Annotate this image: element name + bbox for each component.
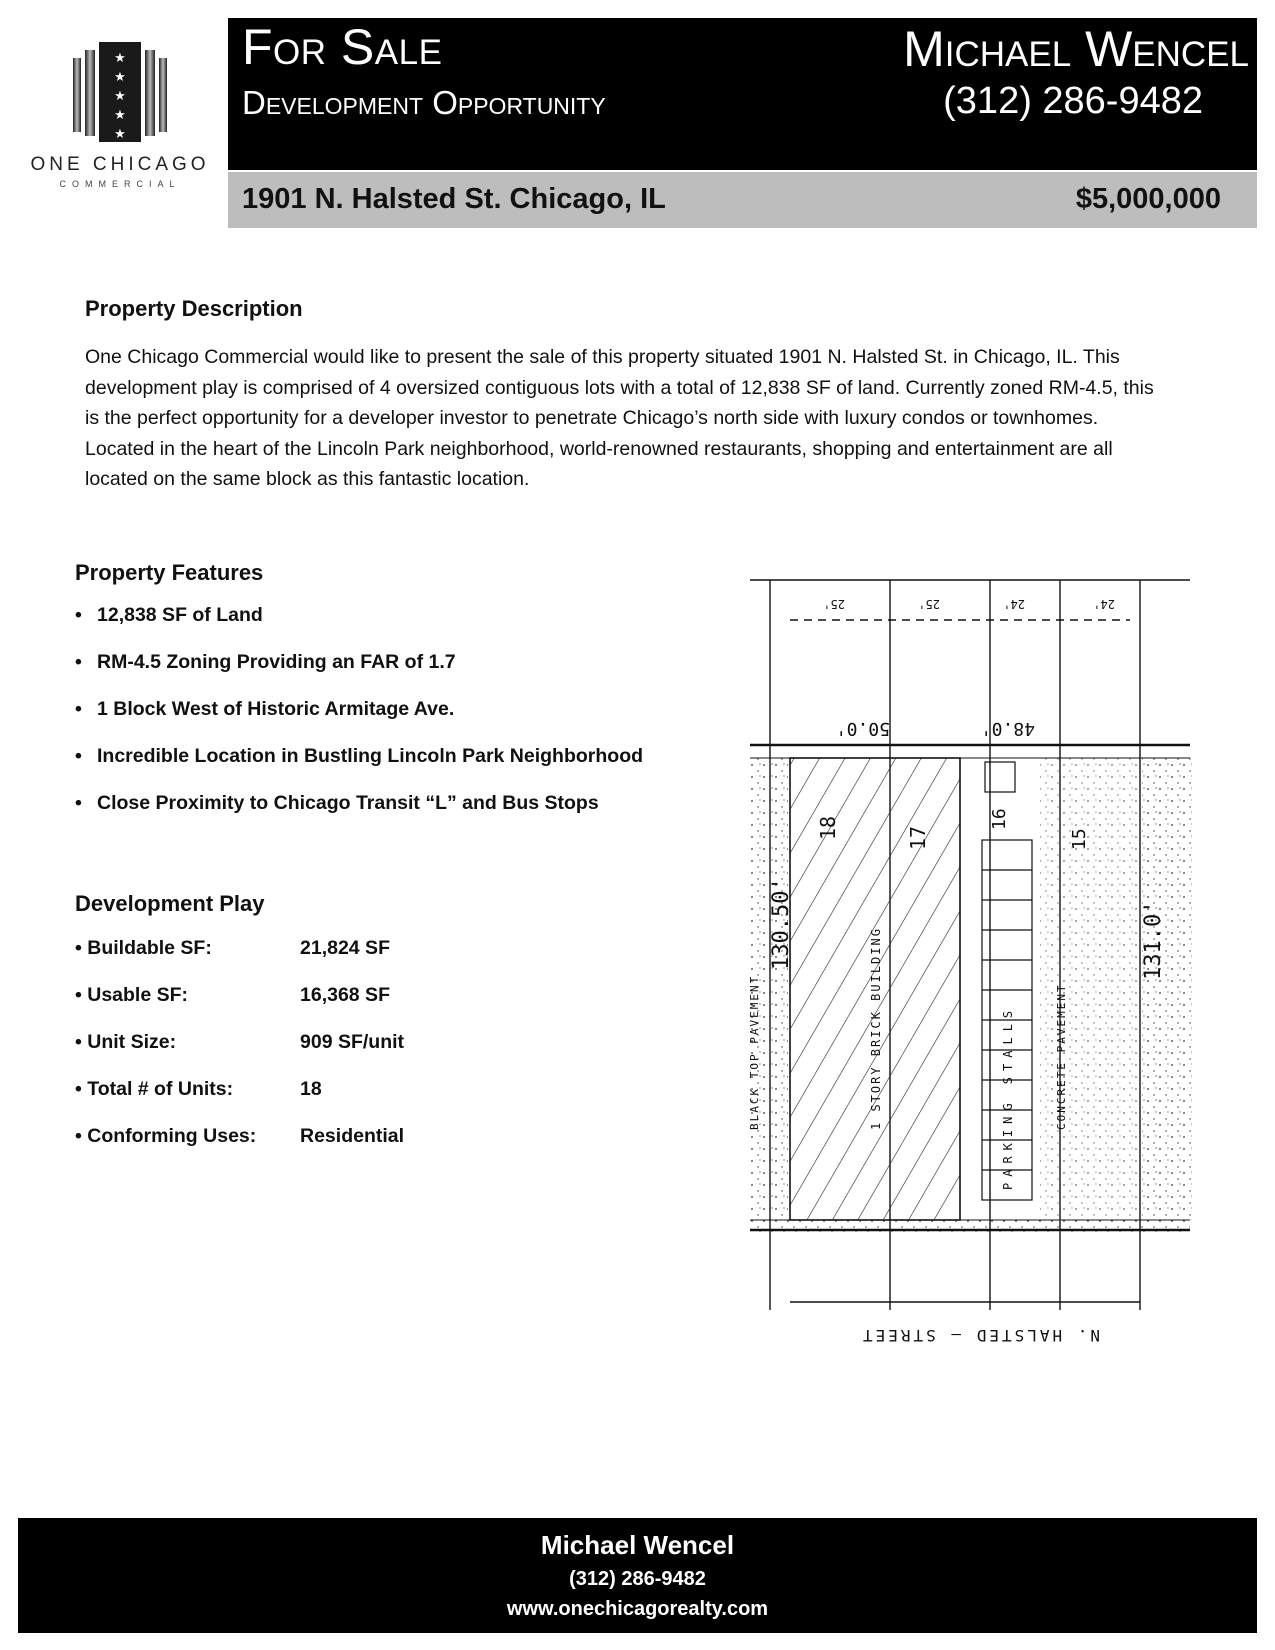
feature-text: Incredible Location in Bustling Lincoln Park Neighborhood <box>97 745 644 767</box>
feature-item <box>75 745 643 792</box>
skyline-logo-icon <box>65 36 175 146</box>
footer-agent-name: Michael Wencel <box>540 1530 735 1560</box>
listing-price: $5,000,000 <box>1075 183 1221 215</box>
street-label: N. HALSTED — STREET <box>859 1326 1101 1345</box>
footer-banner <box>18 1518 1257 1633</box>
development-heading: Development Play <box>75 891 265 916</box>
logo-subtitle: COMMERCIAL <box>59 179 181 189</box>
row-label: • Conforming Uses: <box>75 1125 257 1147</box>
dimension-label: 24' <box>1003 597 1025 611</box>
svg-text:★: ★ <box>114 127 126 142</box>
footer-website-link[interactable]: www.onechicagorealty.com <box>506 1598 769 1620</box>
svg-text:★: ★ <box>114 89 126 104</box>
dimension-label: 50.0' <box>835 718 890 739</box>
blacktop-label: BLACK TOP PAVEMENT <box>748 974 761 1130</box>
features-heading: Property Features <box>75 560 264 585</box>
feature-text: 1 Block West of Historic Armitage Ave. <box>97 698 455 720</box>
property-address: 1901 N. Halsted St. Chicago, IL <box>242 183 666 215</box>
description-heading: Property Description <box>85 296 303 321</box>
lot-label: 15 <box>1069 828 1090 850</box>
lot-label: 17 <box>906 825 930 850</box>
listing-subtitle: Development Opportunity <box>242 84 606 121</box>
row-label: • Total # of Units: <box>75 1078 234 1100</box>
bullet-icon: • <box>75 745 82 767</box>
development-row <box>75 984 475 1031</box>
dimension-label: 131.0' <box>1141 900 1166 980</box>
row-value: 18 <box>300 1078 322 1100</box>
row-value: 16,368 SF <box>300 984 390 1006</box>
svg-text:★: ★ <box>114 51 126 66</box>
concrete-label: CONCRETE PAVEMENT <box>1055 983 1068 1130</box>
survey-plat-drawing <box>750 570 1200 1370</box>
feature-text: Close Proximity to Chicago Transit “L” and Bus Stops <box>97 792 599 814</box>
header-banner <box>228 18 1257 170</box>
development-row <box>75 1031 475 1078</box>
bullet-icon: • <box>75 792 82 814</box>
lot-label: 18 <box>816 815 840 840</box>
dimension-label: 48.0' <box>980 718 1035 739</box>
dimension-label: 25' <box>918 597 940 611</box>
description-body: One Chicago Commercial would like to present the sale of this property situated 1901 N. Halsted St. in Chicago, IL. This development play is comprised of 4 oversized contiguous lots with a total of 12,838 SF of land. Currently zoned RM-4.5, this is the perfect opportunity for a developer investor to penetrate Chicago’s north side with luxury condos or townhomes. Located in the heart of the Lincoln Park neighborhood, world-renowned restaurants, shopping and entertainment are all located on the same block as this fantastic location. <box>85 346 1154 490</box>
row-label: • Unit Size: <box>75 1031 177 1053</box>
development-row <box>75 937 475 984</box>
parking-label: PARKING STALLS <box>1001 1004 1015 1190</box>
feature-item <box>75 698 643 745</box>
footer-phone[interactable]: (312) 286-9482 <box>569 1568 706 1590</box>
row-value: 909 SF/unit <box>300 1031 405 1053</box>
row-value: Residential <box>300 1125 405 1147</box>
feature-text: RM-4.5 Zoning Providing an FAR of 1.7 <box>97 651 456 673</box>
listing-title: For Sale <box>242 19 443 75</box>
bullet-icon: • <box>75 604 82 626</box>
row-label: • Usable SF: <box>75 984 189 1006</box>
svg-text:★: ★ <box>114 70 126 85</box>
feature-item <box>75 792 643 839</box>
bullet-icon: • <box>75 698 82 720</box>
development-table <box>75 937 475 1172</box>
development-row <box>75 1078 475 1125</box>
feature-item <box>75 604 643 651</box>
logo-name: ONE CHICAGO <box>30 154 210 175</box>
agent-phone[interactable]: (312) 286-9482 <box>943 80 1203 122</box>
features-list <box>75 604 643 839</box>
address-bar <box>228 172 1257 228</box>
feature-text: 12,838 SF of Land <box>97 604 263 626</box>
development-row <box>75 1125 475 1172</box>
dimension-label: 130.50' <box>769 877 794 970</box>
bullet-icon: • <box>75 651 82 673</box>
row-label: • Buildable SF: <box>75 937 212 959</box>
company-logo <box>20 36 220 196</box>
dimension-label: 25' <box>823 597 845 611</box>
building-label: 1 STORY BRICK BUILDING <box>869 927 883 1130</box>
agent-name: Michael Wencel <box>903 21 1249 77</box>
svg-text:★: ★ <box>114 108 126 123</box>
row-value: 21,824 SF <box>300 937 390 959</box>
feature-item <box>75 651 643 698</box>
lot-label: 16 <box>989 808 1010 830</box>
dimension-label: 24' <box>1093 597 1115 611</box>
